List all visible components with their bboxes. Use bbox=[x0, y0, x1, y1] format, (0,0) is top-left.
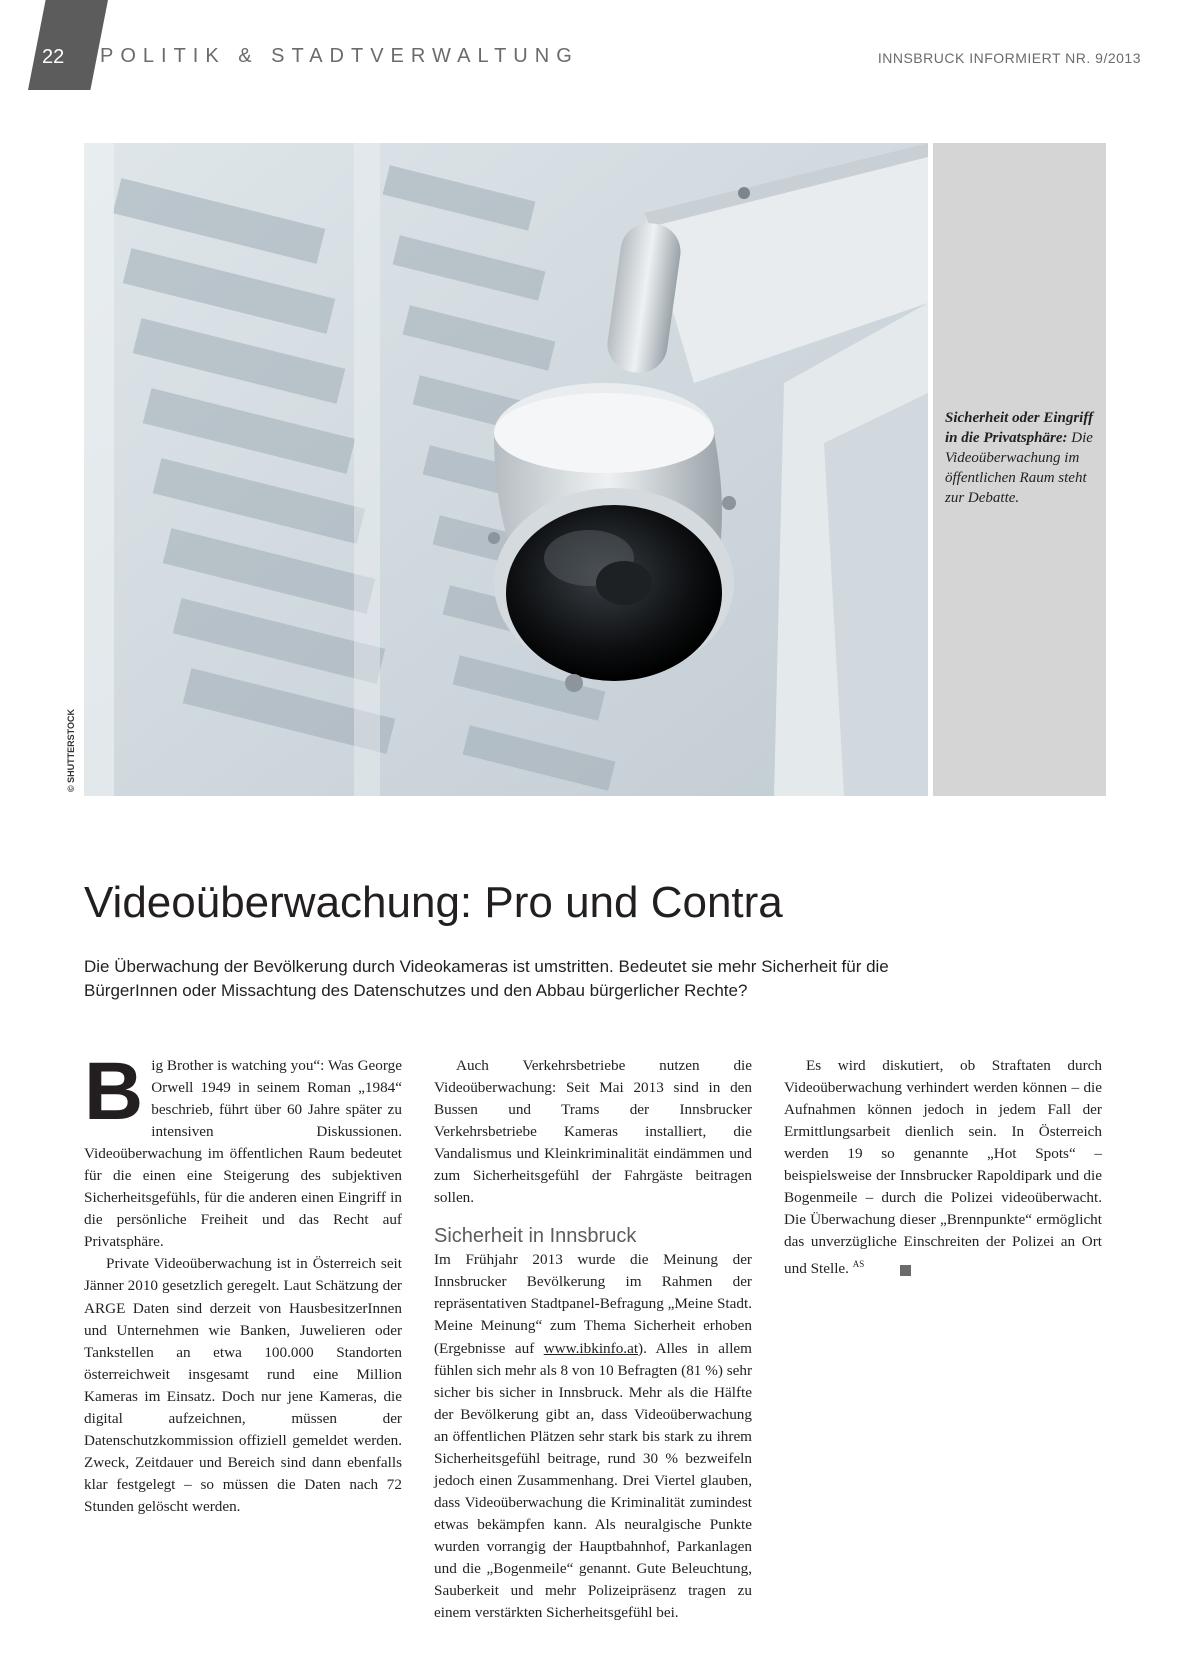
paragraph-2: Private Videoüberwachung ist in Österreich seit Jänner 2010 gesetzlich geregelt. Laut Schätzung der ARGE Daten sind derzeit von HausbesitzerInnen und Unternehmen wie Banken, Juwelieren oder Tankstellen an etwa 100.000 Standorten österreichweit insgesamt rund eine Million Kameras im Einsatz. Doch nur jene Kameras, die digital aufzeichnen, müssen der Datenschutzkommission offiziell gemeldet werden. Zweck, Zeitdauer und Bereich sind dann ebenfalls klar festgelegt – so müssen die Daten nach 72 Stunden gelöscht werden. bbox=[84, 1255, 402, 1515]
section-title: POLITIK & STADTVERWALTUNG bbox=[100, 45, 579, 67]
paragraph-5-text: Es wird diskutiert, ob Straftaten durch Videoüberwachung verhindert werden können – die Aufnahmen können jedoch in jedem Fall der Ermittlungsarbeit dienlich sein. In Österreich werden 19 so genannte „Hot Spots“ – beispielsweise der Innsbrucker Rapoldipark und die Bogenmeile – durch die Polizei videoüberwacht. Die Überwachung dieser „Brennpunkte“ ermöglicht das unverzügliche Einschreiten der Polizei an Ort und Stelle. bbox=[784, 1057, 1102, 1278]
camera-illustration bbox=[84, 143, 928, 796]
article-column-3 bbox=[784, 1055, 1102, 1281]
photo-credit: © SHUTTERSTOCK bbox=[66, 709, 76, 792]
article-column-1 bbox=[84, 1046, 402, 1518]
paragraph-5 bbox=[784, 1055, 1102, 1281]
paragraph-4-text-b: ). Alles in allem fühlen sich mehr als 8 von 10 Befragten (81 %) sehr sicher bis sicher in Innsbruck. Mehr als die Hälfte der Bevölkerung gibt an, dass Videoüberwachung an öffentlichen Plätzen sehr stark bis stark zu ihrem Sicherheitsgefühl beitrage, rund 30 % bezweifeln jedoch einen Zusammenhang. Drei Viertel glauben, dass Videoüberwachung die Kriminalität zumindest etwas bekämpfen kann. Als neuralgische Punkte wurden vorrangig der Hauptbahnhof, Parkanlagen und die „Bogenmeile“ genannt. Gute Beleuchtung, Sauberkeit und mehr Polizeipräsenz tragen zu einem verstärkten Sicherheitsgefühl bei. bbox=[434, 1339, 753, 1622]
paragraph-4-text-a: Im Frühjahr 2013 wurde die Meinung der Innsbrucker Bevölkerung im Rahmen der repräsentativen Stadtpanel-Befragung „Meine Stadt. Meine Meinung“ zum Thema Sicherheit erhoben (Ergebnisse auf bbox=[434, 1251, 752, 1357]
drop-cap: B bbox=[84, 1046, 144, 1137]
security-camera-photo bbox=[84, 143, 928, 796]
paragraph-3: Auch Verkehrsbetriebe nutzen die Videoüberwachung: Seit Mai 2013 sind in den Bussen und Trams der Innsbrucker Verkehrsbetriebe Kameras installiert, die Vandalismus und Kleinkriminalität eindämmen und zum Sicherheitsgefühl der Fahrgäste beitragen sollen. bbox=[434, 1057, 752, 1207]
article-intro: Die Überwachung der Bevölkerung durch Videokameras ist umstritten. Bedeutet sie mehr Sicherheit für die BürgerInnen oder Missachtung des Datenschutzes und den Abbau bürgerlicher Rechte? bbox=[84, 957, 889, 1000]
page-number-tab bbox=[28, 0, 108, 90]
paragraph-1 bbox=[84, 1046, 402, 1253]
author-initials: AS bbox=[852, 1259, 865, 1270]
end-mark bbox=[900, 1265, 911, 1276]
ibkinfo-link[interactable]: www.ibkinfo.at bbox=[543, 1339, 639, 1357]
article-column-2 bbox=[434, 1055, 752, 1624]
page-number: 22 bbox=[42, 46, 65, 68]
article-headline: Videoüberwachung: Pro und Contra bbox=[84, 878, 783, 927]
issue-label: INNSBRUCK INFORMIERT NR. 9/2013 bbox=[877, 50, 1141, 66]
caption-lead: Sicherheit oder Eingriff in die Privatsphäre: bbox=[945, 410, 1094, 446]
caption-text: Die Videoüberwachung im öffentlichen Raum steht zur Debatte. bbox=[945, 430, 1093, 506]
photo-caption bbox=[945, 408, 1097, 508]
subheading: Sicherheit in Innsbruck bbox=[434, 1225, 637, 1248]
paragraph-4 bbox=[434, 1249, 752, 1624]
caption-box bbox=[933, 143, 1106, 796]
paragraph-1-text: ig Brother is watching you“: Was George Orwell 1949 in seinem Roman „1984“ beschrieb, führt über 60 Jahre später zu intensiven Diskussionen. Videoüberwachung im öffentlichen Raum bedeutet für die einen eine Steigerung des subjektiven Sicherheitsgefühls, für die anderen einen Eingriff in die persönliche Freiheit und das Recht auf Privatsphäre. bbox=[84, 1057, 402, 1251]
